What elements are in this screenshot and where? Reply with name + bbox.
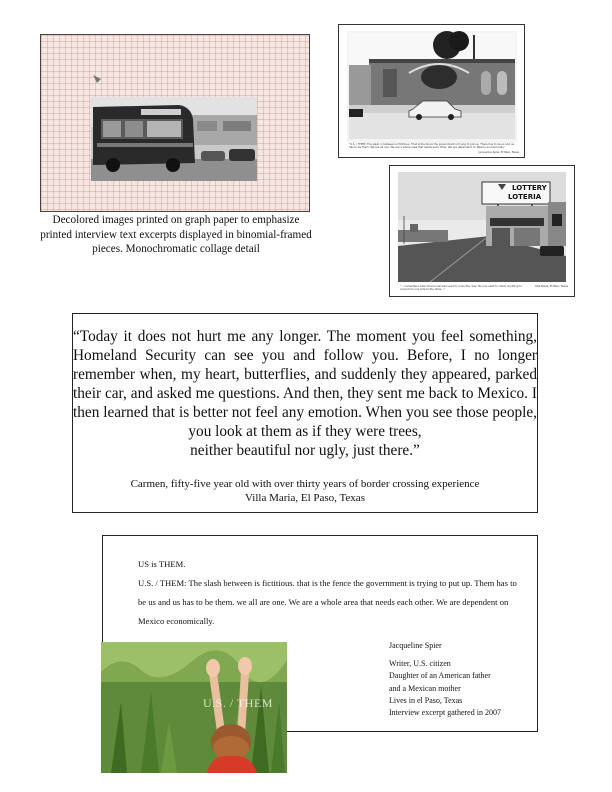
- mural-photo-frame: [338, 24, 525, 158]
- interviewee-name: Jacqueline Spier: [389, 641, 442, 650]
- bus-photo: [41, 35, 309, 211]
- lottery-photo-caption: "...I remember when the tunnel was used to cross the river. No one used to check anything to cross from one side to the other...": [400, 285, 522, 292]
- quote-body: “Today it does not hurt me any longer. The moment you feel something, Homeland Security can see you and follow you. Before, I no longer remember when, my heart, butterflies, and suddenly they appeared, parked their car, and asked me questions. And then, they sent me back to Mexico. I then learned that is better not feel any emotion. When you see those people, you look at them as if they were trees,: [73, 328, 537, 440]
- interviewee-detail-4: Interview excerpt gathered in 2007: [389, 708, 501, 718]
- quote-attribution: [73, 477, 537, 505]
- interview-heading: US is THEM.: [138, 559, 186, 569]
- interviewee-detail-3: Lives in el Paso, Texas: [389, 695, 463, 705]
- collage-caption: Decolored images printed on graph paper to emphasize printed interview text excerpts displayed in binomial-framed pieces. Monochromatic collage detail: [40, 214, 312, 255]
- quote-text: [73, 327, 537, 460]
- lottery-sign-line1: LOTTERY: [512, 184, 547, 192]
- interviewee-detail-1: Daughter of an American father: [389, 671, 491, 681]
- quote-last-line: neither beautiful nor ugly, just there.”: [190, 442, 420, 459]
- mural-photo-credit: Jacqueline Spier, El Paso, Texas: [478, 151, 519, 154]
- mural-photo: [339, 25, 524, 157]
- mural-photo-caption: "U.S. / THEM: The slash in between is fictitious. That is the fence the government is trying to put up. There has to be us and us has to be them. We are all one. We are a whole area that needs each other. We are dependent on Mexico economically.": [349, 143, 514, 150]
- interview-body: U.S. / THEM: The slash between is fictitious. that is the fence the government is trying to put up. Them has to be us and us has to be them. we all are one. We are a whole area that needs each other. We are dependent on Mexico economically.: [138, 578, 517, 626]
- child-photo-overlay: U.S. / THEM: [203, 696, 273, 710]
- quote-location: Villa Maria, El Paso, Texas: [245, 492, 365, 504]
- child-reaching-photo: [101, 642, 287, 773]
- interviewee-role: Writer, U.S. citizen: [389, 659, 451, 669]
- lottery-sign-line2: LOTERIA: [508, 193, 542, 201]
- lottery-photo-frame: [389, 165, 575, 297]
- interview-excerpt: [138, 555, 526, 631]
- interviewee-info: [389, 640, 529, 719]
- interviewee-detail-2: and a Mexican mother: [389, 683, 461, 693]
- lottery-photo-credit: Villa Maria, El Paso, Texas: [534, 285, 568, 288]
- graph-paper-collage: [40, 34, 310, 212]
- quote-speaker: Carmen, fifty-five year old with over thirty years of border crossing experience: [130, 478, 480, 490]
